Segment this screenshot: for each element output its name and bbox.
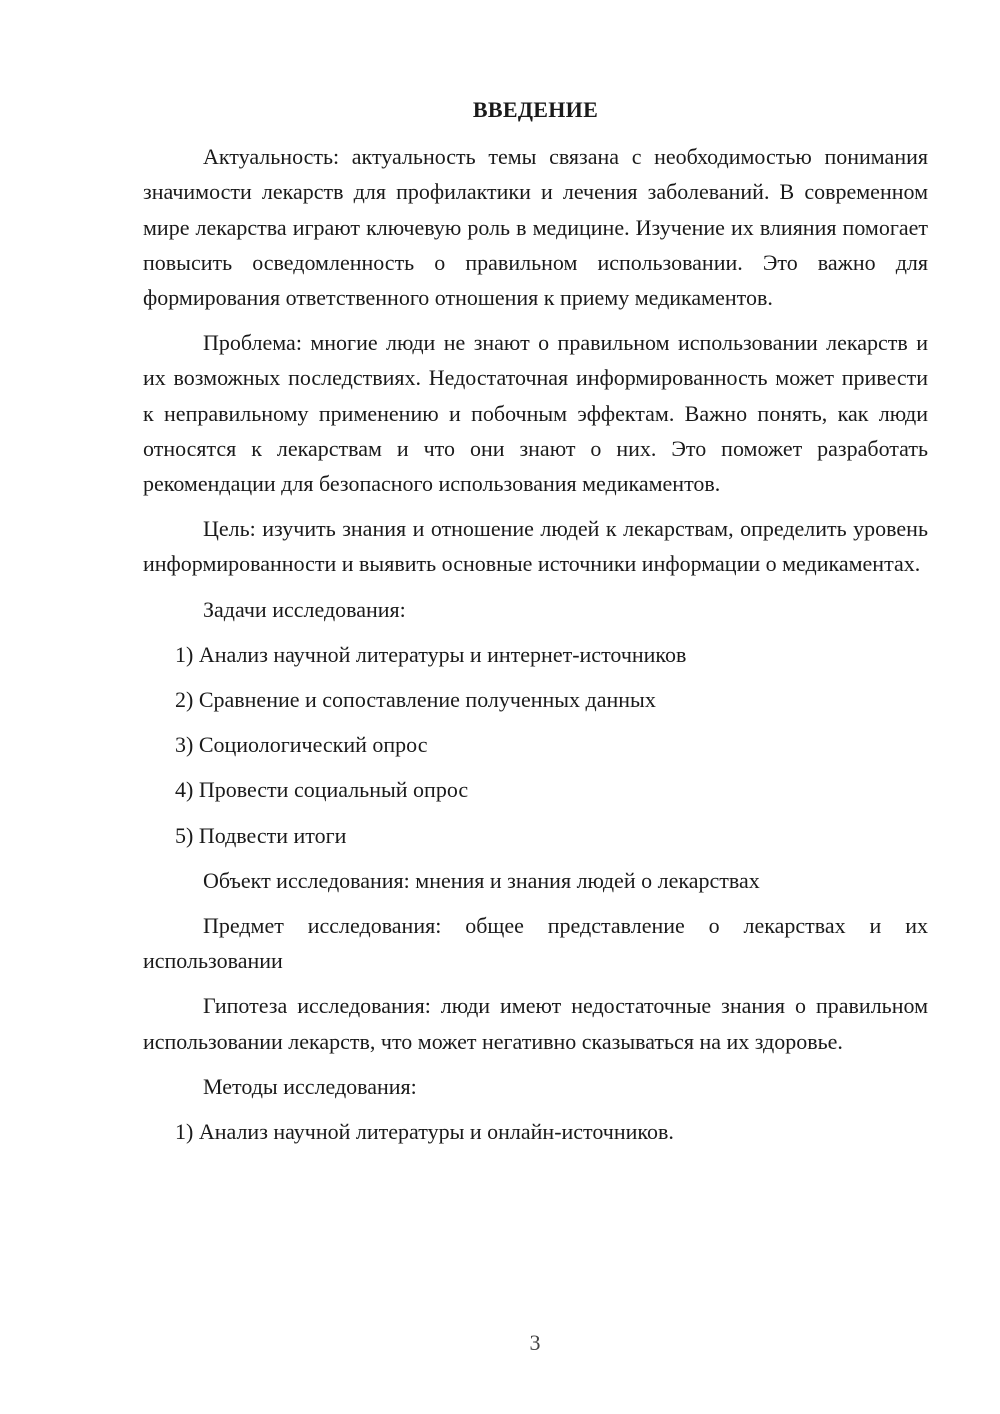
relevance-paragraph: Актуальность: актуальность темы связана с необходимостью понимания значимости лекарств для профилактики и лечения заболеваний. В современном мире лекарства играют ключевую роль в медицине. Изучение их влияния помогает повысить осведомленность о правильном использовании. Это важно для формирования ответственного отношения к приему медикаментов. <box>143 144 928 311</box>
list-item: 1) Анализ научной литературы и онлайн-источников. <box>175 1119 674 1145</box>
tasks-list <box>143 637 928 853</box>
list-item: 3) Социологический опрос <box>175 732 428 758</box>
methods-list <box>143 1114 928 1149</box>
list-item: 2) Сравнение и сопоставление полученных данных <box>175 687 656 713</box>
page-number: 3 <box>529 1330 541 1355</box>
hypothesis-paragraph: Гипотеза исследования: люди имеют недостаточные знания о правильном использовании лекарств, что может негативно сказываться на их здоровье. <box>143 993 928 1054</box>
list-item: 1) Анализ научной литературы и интернет-источников <box>175 641 687 667</box>
section-title: ВВЕДЕНИЕ <box>472 97 599 122</box>
object-paragraph: Объект исследования: мнения и знания людей о лекарствах <box>203 867 760 893</box>
goal-paragraph: Цель: изучить знания и отношение людей к лекарствам, определить уровень информированности и выявить основные источники информации о медикаментах. <box>143 516 928 577</box>
list-item: 5) Подвести итоги <box>175 822 347 848</box>
document-body <box>143 92 928 1159</box>
problem-paragraph: Проблема: многие люди не знают о правильном использовании лекарств и их возможных последствиях. Недостаточная информированность может привести к неправильному применению и побочным эффектам. Важно понять, как люди относятся к лекарствам и что они знают о них. Это поможет разработать рекомендации для безопасного использования медикаментов. <box>143 330 928 497</box>
list-item: 4) Провести социальный опрос <box>175 777 469 803</box>
methods-heading: Методы исследования: <box>203 1073 417 1099</box>
tasks-heading: Задачи исследования: <box>203 596 406 622</box>
subject-paragraph: Предмет исследования: общее представление о лекарствах и их использовании <box>143 913 928 974</box>
